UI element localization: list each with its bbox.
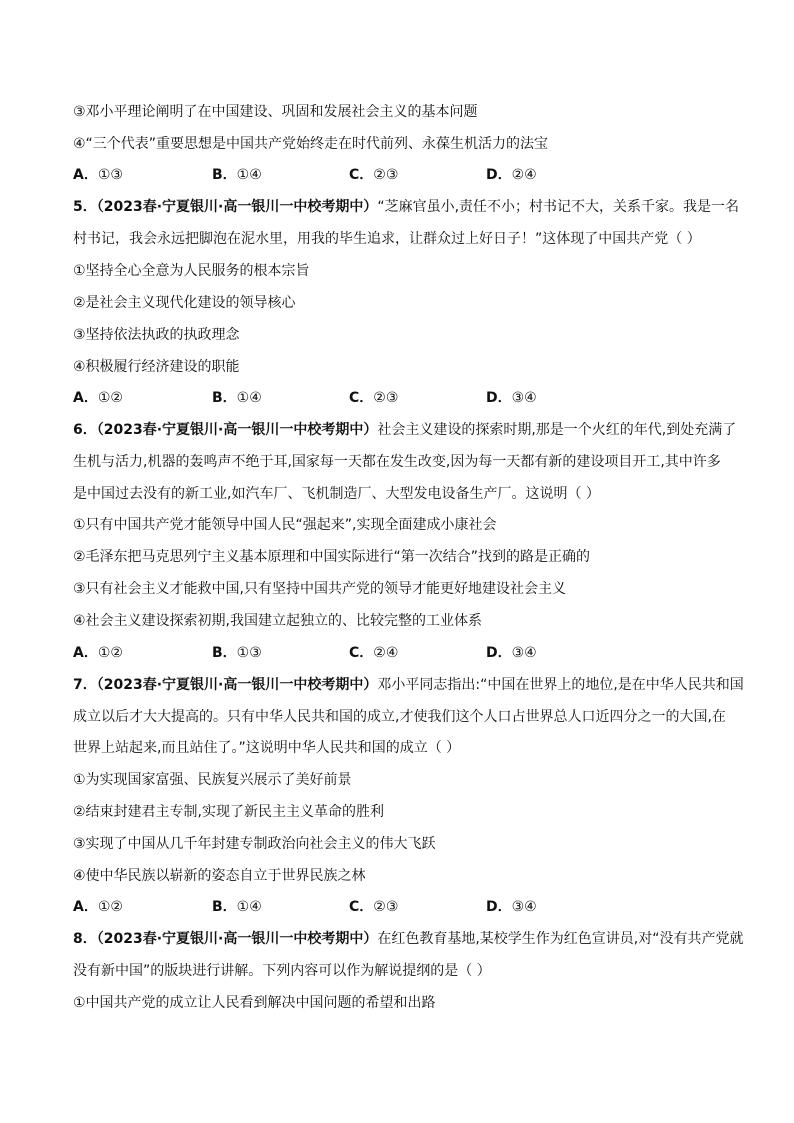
question-source: （2023春·宁夏银川·高一银川一中校考期中） [96, 199, 378, 215]
option-c[interactable]: C．②③ [349, 899, 399, 915]
question-7-statement-3: ③实现了中国从几千年封建专制政治向社会主义的伟大飞跃 [73, 836, 436, 852]
question-6-options [73, 644, 733, 662]
question-5-statement-1: ①坚持全心全意为人民服务的根本宗旨 [73, 263, 310, 279]
question-5-options [73, 389, 733, 407]
question-source: （2023春·宁夏银川·高一银川一中校考期中） [96, 422, 378, 438]
carryover-statement-3: ③邓小平理论阐明了在中国建设、巩固和发展社会主义的基本问题 [73, 104, 478, 120]
question-7-options [73, 898, 733, 916]
question-6-statement-4: ④社会主义建设探索初期,我国建立起独立的、比较完整的工业体系 [73, 613, 482, 629]
question-number: 6． [73, 422, 97, 438]
question-5-statement-4: ④积极履行经济建设的职能 [73, 359, 240, 375]
question-6-stem-line-3: 是中国过去没有的新工业,如汽车厂、飞机制造厂、大型发电设备生产厂。这说明（ ） [73, 486, 600, 502]
question-8-stem-line-1: 8．（2023春·宁夏银川·高一银川一中校考期中）在红色教育基地,某校学生作为红色宣讲员,对“没有共产党就 [73, 931, 744, 947]
question-source: （2023春·宁夏银川·高一银川一中校考期中） [96, 931, 378, 947]
question-number: 7． [73, 677, 97, 693]
option-a[interactable]: A．①② [73, 899, 123, 915]
option-b[interactable]: B．①④ [212, 899, 262, 915]
option-b[interactable]: B．①④ [212, 167, 262, 183]
question-8-statement-1: ①中国共产党的成立让人民看到解决中国问题的希望和出路 [73, 995, 436, 1011]
option-b[interactable]: B．①④ [212, 390, 262, 406]
question-7-statement-1: ①为实现国家富强、民族复兴展示了美好前景 [73, 772, 352, 788]
question-7-statement-4: ④使中华民族以崭新的姿态自立于世界民族之林 [73, 868, 366, 884]
question-7-stem-line-1: 7．（2023春·宁夏银川·高一银川一中校考期中）邓小平同志指出:“中国在世界上的地位,是在中华人民共和国 [73, 677, 744, 693]
option-d[interactable]: D．②④ [486, 167, 537, 183]
carryover-statement-4: ④“三个代表”重要思想是中国共产党始终走在时代前列、永葆生机活力的法宝 [73, 136, 549, 152]
option-b[interactable]: B．①③ [212, 645, 262, 661]
option-c[interactable]: C．②④ [349, 645, 399, 661]
option-d[interactable]: D．③④ [486, 390, 537, 406]
option-a[interactable]: A．①② [73, 390, 123, 406]
option-a[interactable]: A．①② [73, 645, 123, 661]
question-6-stem-line-2: 生机与活力,机器的轰鸣声不绝于耳,国家每一天都在发生改变,因为每一天都有新的建设项目开工,其中许多 [73, 454, 721, 470]
question-6-statement-1: ①只有中国共产党才能领导中国人民“强起来”,实现全面建成小康社会 [73, 517, 497, 533]
option-d[interactable]: D．③④ [486, 645, 537, 661]
question-6-stem-line-1: 6．（2023春·宁夏银川·高一银川一中校考期中）社会主义建设的探索时期,那是一个火红的年代,到处充满了 [73, 422, 737, 438]
option-a[interactable]: A．①③ [73, 167, 123, 183]
option-d[interactable]: D．③④ [486, 899, 537, 915]
question-7-stem-line-2: 成立以后才大大提高的。只有中华人民共和国的成立,才使我们这个人口占世界总人口近四分之一的大国,在 [73, 709, 726, 725]
question-number: 8． [73, 931, 97, 947]
question-7-statement-2: ②结束封建君主专制,实现了新民主主义革命的胜利 [73, 804, 384, 820]
option-c[interactable]: C．②③ [349, 167, 399, 183]
question-8-stem-line-2: 没有新中国”的版块进行讲解。下列内容可以作为解说提纲的是（ ） [73, 963, 491, 979]
question-6-statement-2: ②毛泽东把马克思列宁主义基本原理和中国实际进行“第一次结合”找到的路是正确的 [73, 549, 591, 565]
question-number: 5． [73, 199, 97, 215]
question-5-stem-line-2: 村书记，我会永远把脚泡在泥水里，用我的毕生追求，让群众过上好日子！”这体现了中国共产党（ ） [73, 231, 701, 247]
carryover-options [73, 166, 733, 184]
option-c[interactable]: C．②③ [349, 390, 399, 406]
question-5-stem-line-1: 5．（2023春·宁夏银川·高一银川一中校考期中）“芝麻官虽小,责任不小；村书记不大，关系千家。我是一名 [73, 199, 740, 215]
question-6-statement-3: ③只有社会主义才能救中国,只有坚持中国共产党的领导才能更好地建设社会主义 [73, 581, 566, 597]
question-5-statement-3: ③坚持依法执政的执政理念 [73, 327, 240, 343]
question-5-statement-2: ②是社会主义现代化建设的领导核心 [73, 295, 296, 311]
question-7-stem-line-3: 世界上站起来,而且站住了。”这说明中华人民共和国的成立（ ） [73, 740, 461, 756]
question-source: （2023春·宁夏银川·高一银川一中校考期中） [96, 677, 378, 693]
